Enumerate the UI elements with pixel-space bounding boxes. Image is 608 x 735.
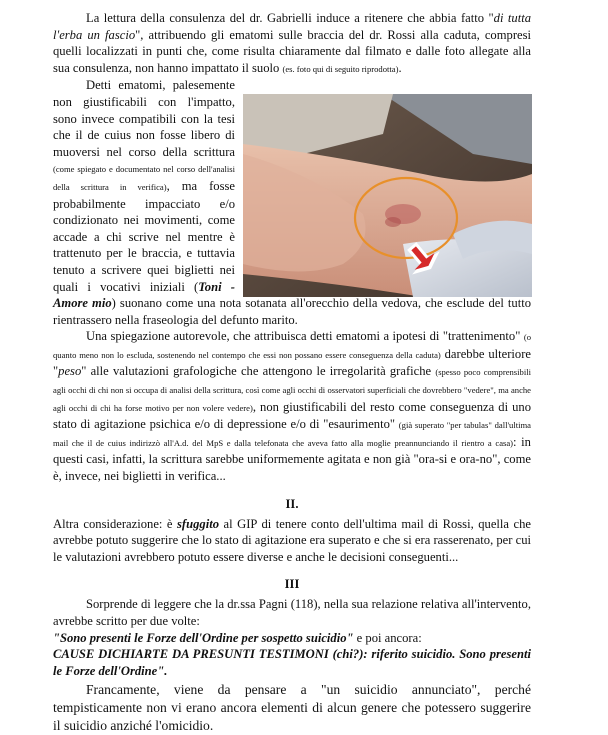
paragraph-2: Detti ematomi, palesemente non giustificabili con l'impatto, sono invece compatibili con la tesi che il de cuius non fosse libero di muoversi nel corso della scrittura (come spiegato e documentato nel corso dell'analisi della scrittura in verifica), ma fosse probabilmente impacciato e/o condizionato nei movimenti, come accade a chi scrive nel mentre è trattenuto per le braccia, e tuttavia tenuto a scrivere quei biglietti nei quali i vocativi iniziali (Toni - Amore mio) suonano come una nota sotanata all'orecchio della vedova, che esclude del tutto rientrassero nella fraseologia del defunto marito. xyxy=(53,78,531,327)
document-body xyxy=(53,10,531,735)
paragraph-1: La lettura della consulenza del dr. Gabrielli induce a ritenere che abbia fatto "di tutta l'erba un fascio", attribuendo gli ematomi sulle braccia del dr. Rossi alla caduta, compresi quelli localizzati in punti che, come risulta chiaramente dal filmato e dalle foto allegate alla sua consulenza, non hanno impattato il suolo (es. foto qui di seguito riprodotta). xyxy=(53,11,532,75)
paragraph-section-3: Sorprende di leggere che la dr.ssa Pagni (118), nella sua relazione relativa all'intervento, avrebbe scritto per due volte: xyxy=(53,597,531,628)
paragraph-section-2: Altra considerazione: è sfuggito al GIP di tenere conto dell'ultima mail di Rossi, quella che avrebbe potuto suggerire che lo stato di agitazione era superato e che si era rasserenato, per cui le valutazioni avrebbero potuto essere diverse e anche le decisioni conseguenti... xyxy=(53,516,532,564)
quote-1: "Sono presenti le Forze dell'Ordine per sospetto suicidio" e poi ancora: xyxy=(53,630,422,645)
quote-2: CAUSE DICHIARTE DA PRESUNTI TESTIMONI (chi?): riferito suicidio. Sono presenti le Forze dell'Ordine". xyxy=(53,647,531,678)
section-heading-2: II. xyxy=(285,496,299,511)
section-heading-3: III xyxy=(284,577,300,592)
paragraph-3: Una spiegazione autorevole, che attribuisca detti ematomi a ipotesi di "trattenimento" (o quanto meno non lo escluda, sostenendo nel contempo che essi non possano essere conseguenza della caduta) darebbe ulteriore "peso" alle valutazioni grafologiche che attengono le irregolarità grafiche (spesso poco comprensibili agli occhi di chi non si occupa di analisi della scrittura, così come agli occhi di osservatori superficiali che dovrebbero "vedere", ma anche agli occhi di chi ha forse motivo per non volere vedere), non giustificabili del resto come conseguenza di uno stato di agitazione psichica e/o di depressione e/o di "esaurimento" (già superato "per tabulas" dall'ultima mail che il de cuius indirizzò all'A.d. del MpS e dalla telefonata che aveva fatto alla moglie preannunciando il rientro a casa): in questi casi, infatti, la scrittura sarebbe uniformemente agitata e non già "ora-si e ora-no", come è, invece, nei biglietti in verifica... xyxy=(53,329,532,484)
paragraph-conclusion: Francamente, viene da pensare a "un suicidio annunciato", perché tempisticamente non vi erano ancora elementi di alcun genere che potessero suggerire il suicidio anziché l'omicidio. xyxy=(53,682,531,734)
